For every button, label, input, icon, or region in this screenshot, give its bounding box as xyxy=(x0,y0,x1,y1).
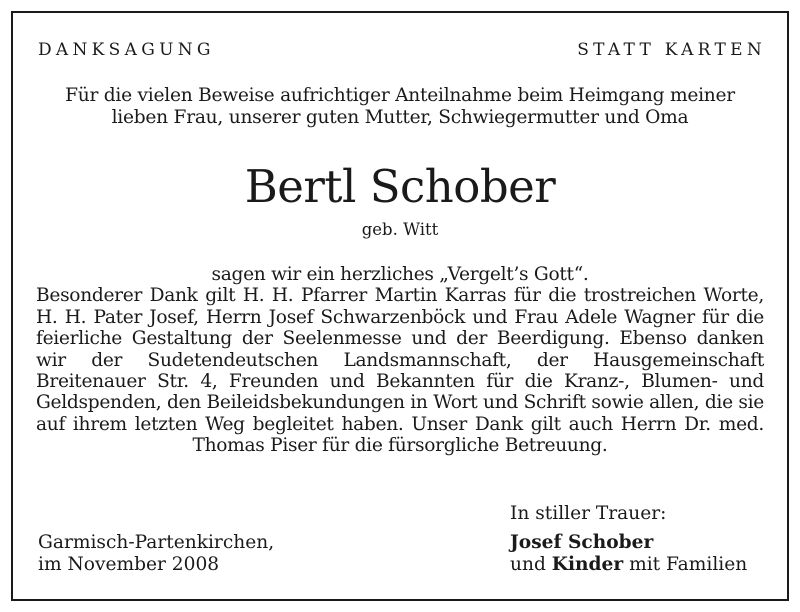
intro-line-2: lieben Frau, unserer guten Mutter, Schwiegermutter und Oma xyxy=(111,107,689,128)
birth-name: geb. Witt xyxy=(361,220,439,239)
date: im November 2008 xyxy=(38,554,220,575)
thanks-line: sagen wir ein herzliches „Vergelt’s Gott“. xyxy=(211,264,589,285)
signer-and: und xyxy=(510,554,546,575)
intro-text xyxy=(36,85,764,129)
thanks-paragraph: Besonderer Dank gilt H. H. Pfarrer Martin Karras für die trostreichen Worte, H. H. Pater Josef, Herrn Josef Schwarzenböck und Frau Adele Wagner für die feierliche Gestaltung der Seelenmesse und der Beerdigung. Ebenso danken wir der Sudetendeutschen Landsmannschaft, der Hausgemeinschaft Breitenauer Str. 4, Freunden und Bekannten für die Kranz-, Blumen- und Geldspenden, den Beileidsbekundungen in Wort und Schrift sowie allen, die sie auf ihrem letzten Weg begleitet haben. Unser Dank gilt auch Herrn Dr. med. Thomas Piser für die fürsorgliche Betreuung. xyxy=(36,285,764,457)
signer-families: mit Familien xyxy=(629,554,748,575)
notice-header xyxy=(38,38,766,62)
place-date xyxy=(38,532,274,576)
thanks-body xyxy=(36,264,764,457)
sorrow-line: In stiller Trauer: xyxy=(510,503,667,524)
signer-kinder: Kinder xyxy=(551,554,624,575)
intro-line-1: Für die vielen Beweise aufrichtiger Anteilnahme beim Heimgang meiner xyxy=(65,85,735,106)
signers xyxy=(510,532,747,576)
place: Garmisch-Partenkirchen, xyxy=(38,532,275,553)
header-danksagung: DANKSAGUNG xyxy=(38,40,215,60)
signer-children xyxy=(510,554,747,576)
signer-josef-schober: Josef Schober xyxy=(510,532,654,553)
header-statt-karten: STATT KARTEN xyxy=(577,40,766,60)
deceased-name: Bertl Schober xyxy=(244,160,556,213)
